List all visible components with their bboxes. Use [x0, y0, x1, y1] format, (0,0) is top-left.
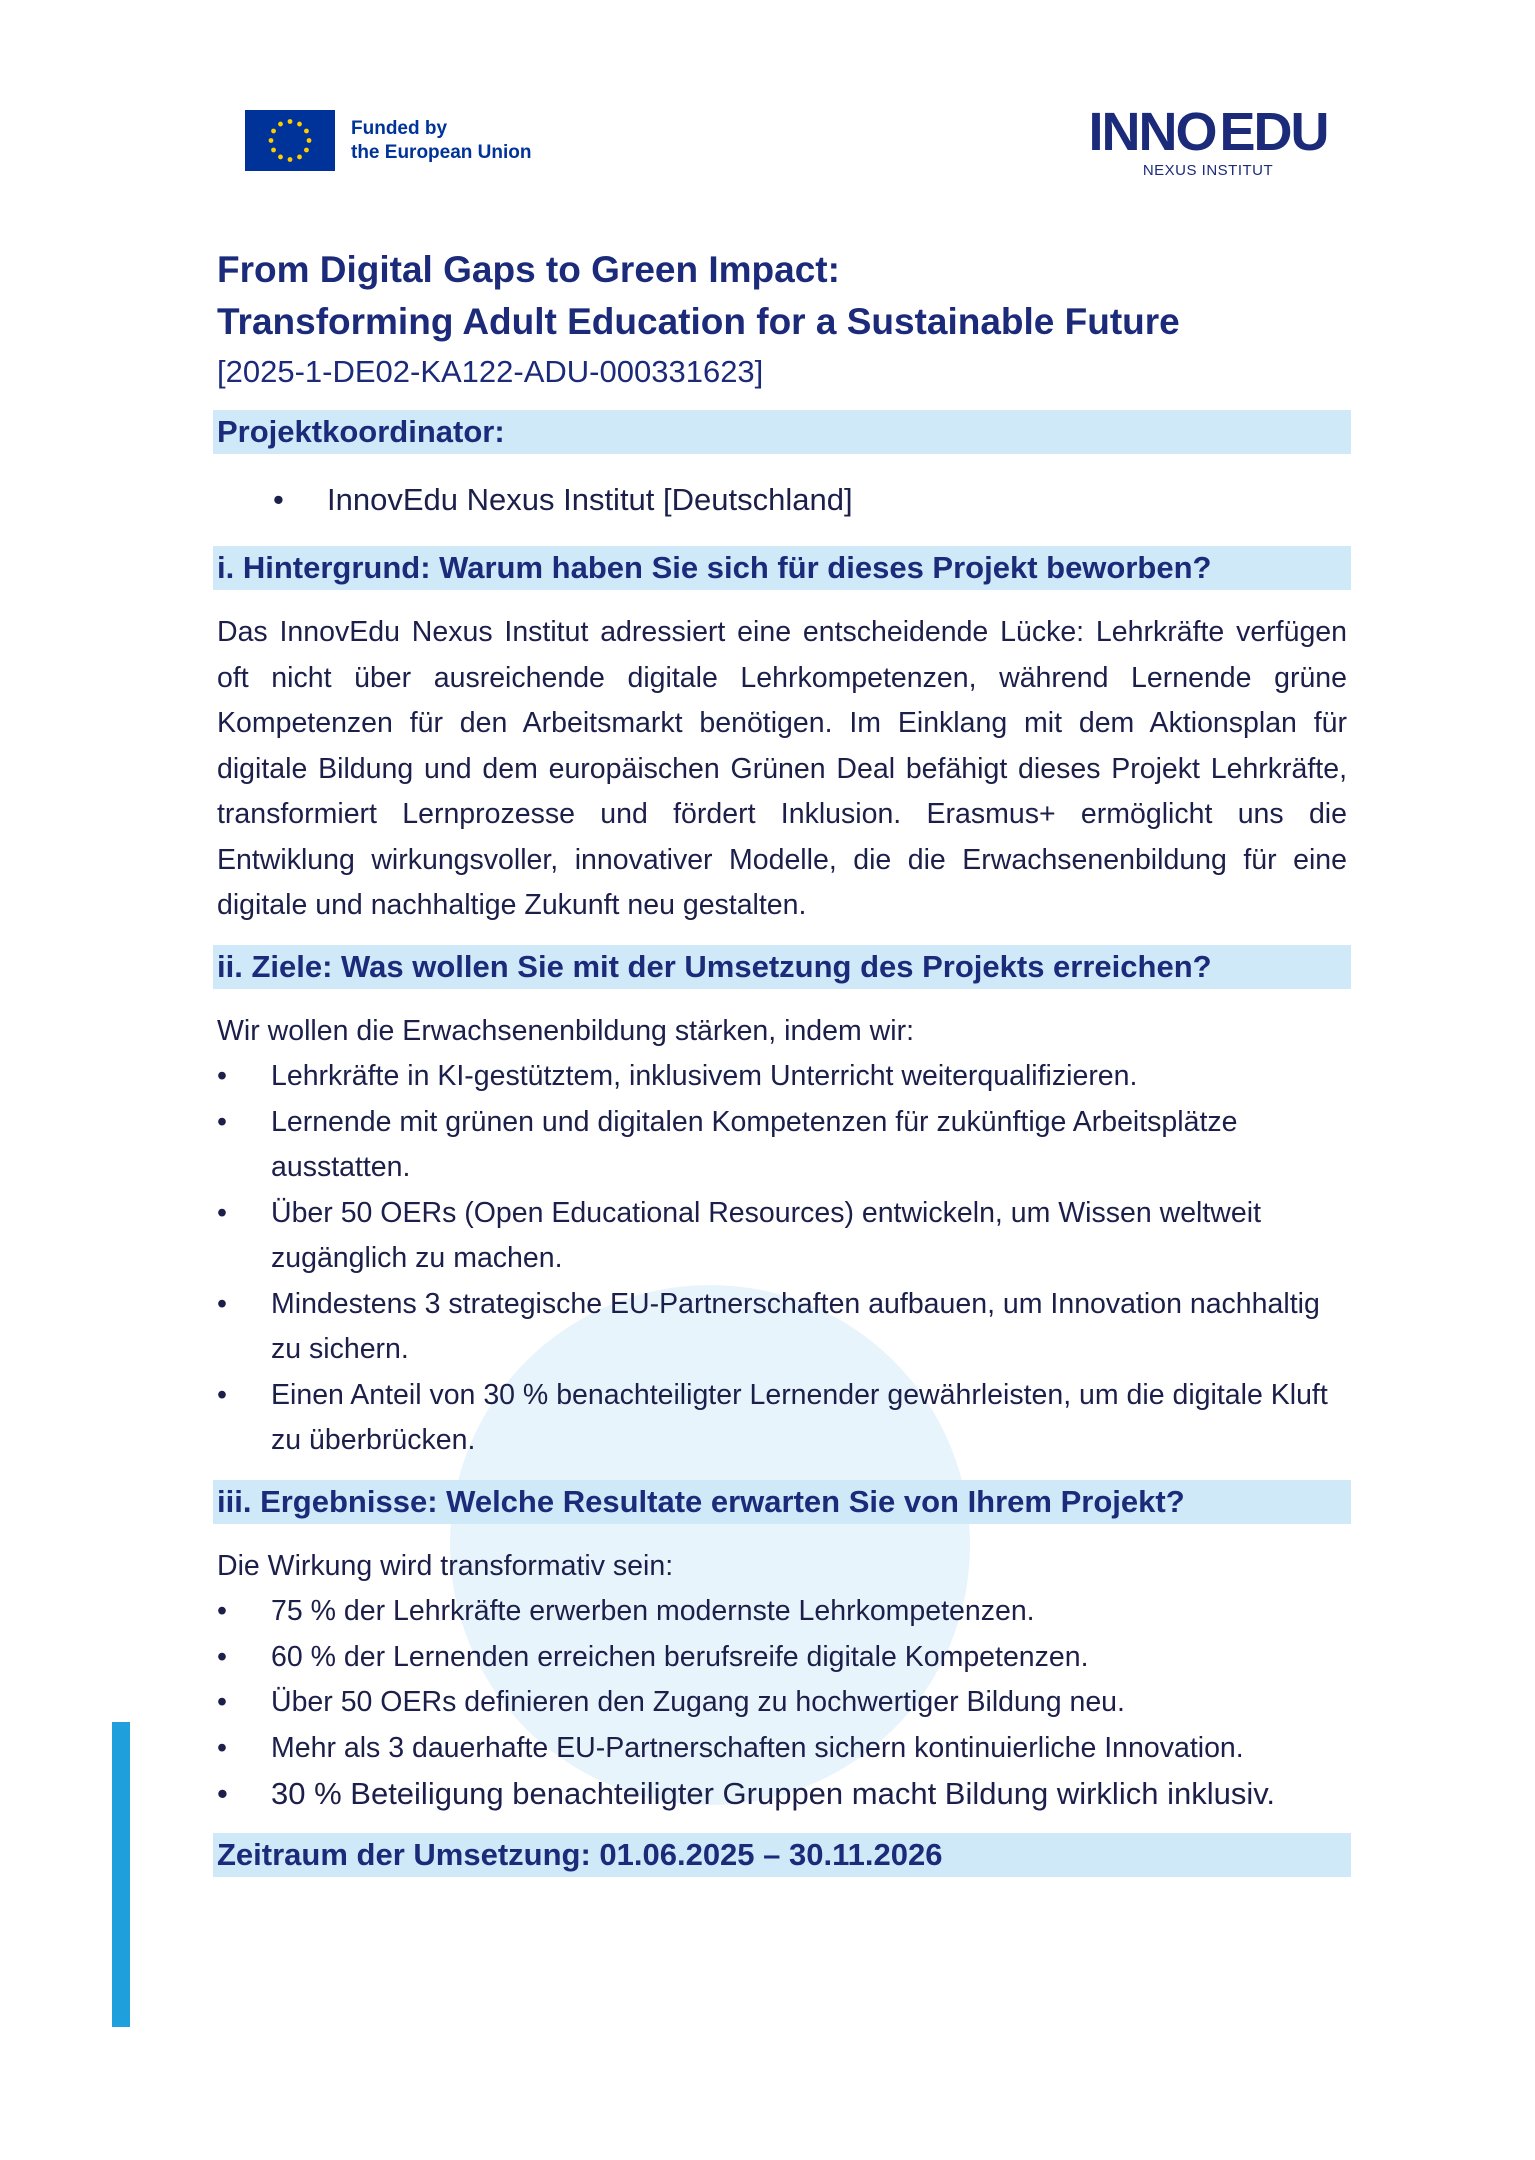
eu-star	[304, 148, 309, 153]
coordinator-heading: Projektkoordinator:	[213, 410, 1351, 454]
page-title	[217, 244, 1347, 348]
innoedu-logo	[1088, 102, 1328, 179]
list-item: • Mehr als 3 dauerhafte EU-Partnerschaften sichern kontinuierliche Innovation.	[217, 1726, 1347, 1772]
goal-text: Mindestens 3 strategische EU-Partnerschaften aufbauen, um Innovation nachhaltig zu sichern.	[271, 1287, 1320, 1365]
logo-left-word: INNO	[1088, 102, 1216, 162]
eu-star	[288, 157, 293, 162]
eu-star	[271, 148, 276, 153]
background-heading: i. Hintergrund: Warum haben Sie sich für dieses Projekt beworben?	[213, 546, 1351, 590]
implementation-period: Zeitraum der Umsetzung: 01.06.2025 – 30.11.2026	[213, 1833, 1351, 1877]
goal-text: Lehrkräfte in KI-gestütztem, inklusivem Unterricht weiterqualifizieren.	[271, 1060, 1138, 1092]
eu-star	[269, 138, 274, 143]
list-item: • 60 % der Lernenden erreichen berufsreife digitale Kompetenzen.	[217, 1635, 1347, 1681]
result-text: 60 % der Lernenden erreichen berufsreife digitale Kompetenzen.	[271, 1640, 1089, 1673]
results-list	[217, 1589, 1347, 1817]
goals-list	[217, 1054, 1347, 1464]
eu-star	[304, 129, 309, 134]
list-item: • 75 % der Lehrkräfte erwerben modernste Lehrkompetenzen.	[217, 1589, 1347, 1635]
goal-text: Über 50 OERs (Open Educational Resources) entwickeln, um Wissen weltweit zugänglich zu machen.	[271, 1196, 1261, 1274]
eu-star	[297, 122, 302, 127]
list-item: • Lernende mit grünen und digitalen Kompetenzen für zukünftige Arbeitsplätze ausstatten.	[217, 1100, 1347, 1191]
result-text: Über 50 OERs definieren den Zugang zu hochwertiger Bildung neu.	[271, 1686, 1125, 1718]
list-item: • 30 % Beteiligung benachteiligter Gruppen macht Bildung wirklich inklusiv.	[217, 1771, 1347, 1817]
eu-funding-line2: the European Union	[351, 141, 532, 163]
eu-funding-text	[351, 117, 532, 165]
title-line-2: Transforming Adult Education for a Sustainable Future	[217, 301, 1180, 342]
main-content	[217, 244, 1347, 1877]
coordinator-name: InnovEdu Nexus Institut [Deutschland]	[327, 482, 853, 517]
result-text: 75 % der Lehrkräfte erwerben modernste Lehrkompetenzen.	[271, 1595, 1035, 1627]
eu-funding-line1: Funded by	[351, 117, 448, 139]
goals-heading: ii. Ziele: Was wollen Sie mit der Umsetzung des Projekts erreichen?	[213, 945, 1351, 989]
bullet: •	[273, 482, 284, 517]
list-item: • Lehrkräfte in KI-gestütztem, inklusivem Unterricht weiterqualifizieren.	[217, 1054, 1347, 1100]
eu-star	[278, 155, 283, 160]
result-text: 30 % Beteiligung benachteiligter Gruppen macht Bildung wirklich inklusiv.	[271, 1776, 1276, 1811]
innoedu-wordmark	[1088, 102, 1328, 162]
title-line-1: From Digital Gaps to Green Impact:	[217, 249, 840, 290]
list-item: • Über 50 OERs (Open Educational Resources) entwickeln, um Wissen weltweit zugänglich zu machen.	[217, 1191, 1347, 1282]
eu-star	[307, 138, 312, 143]
background-text: Das InnovEdu Nexus Institut adressiert eine entscheidende Lücke: Lehrkräfte verfügen oft nicht über ausreichende digitale Lehrkompetenzen, während Lernende grüne Kompetenzen für den Arbeitsmarkt benötigen. Im Einklang mit dem Aktionsplan für digitale Bildung und dem europäischen Grünen Deal befähigt dieses Projekt Lehrkräfte, transformiert Lernprozesse und fördert Inklusion. Erasmus+ ermöglicht uns die Entwiklung wirkungsvoller, innovativer Modelle, die die Erwachsenenbildung für eine digitale und nachhaltige Zukunft neu gestalten.	[217, 616, 1347, 921]
results-heading: iii. Ergebnisse: Welche Resultate erwarten Sie von Ihrem Projekt?	[213, 1480, 1351, 1524]
results-intro: Die Wirkung wird transformativ sein:	[217, 1549, 674, 1582]
eu-star	[271, 129, 276, 134]
eu-star	[288, 119, 293, 124]
goal-text: Lernende mit grünen und digitalen Kompetenzen für zukünftige Arbeitsplätze ausstatten.	[271, 1105, 1238, 1183]
list-item: • Über 50 OERs definieren den Zugang zu hochwertiger Bildung neu.	[217, 1680, 1347, 1726]
coordinator-item	[273, 478, 1347, 522]
goal-text: Einen Anteil von 30 % benachteiligter Lernender gewährleisten, um die digitale Kluft zu überbrücken.	[271, 1378, 1328, 1456]
eu-flag-icon	[245, 110, 335, 171]
project-reference: [2025-1-DE02-KA122-ADU-000331623]	[217, 354, 764, 389]
logo-subtitle: NEXUS INSTITUT	[1142, 162, 1274, 179]
logo-right-word: EDU	[1219, 102, 1328, 162]
list-item: • Einen Anteil von 30 % benachteiligter Lernender gewährleisten, um die digitale Kluft zu überbrücken.	[217, 1373, 1347, 1464]
eu-star	[278, 122, 283, 127]
list-item: • Mindestens 3 strategische EU-Partnerschaften aufbauen, um Innovation nachhaltig zu sichern.	[217, 1282, 1347, 1373]
result-text: Mehr als 3 dauerhafte EU-Partnerschaften sichern kontinuierliche Innovation.	[271, 1731, 1244, 1764]
eu-star	[297, 155, 302, 160]
goals-intro: Wir wollen die Erwachsenenbildung stärken, indem wir:	[217, 1014, 914, 1047]
eu-funding-logo	[245, 110, 532, 171]
